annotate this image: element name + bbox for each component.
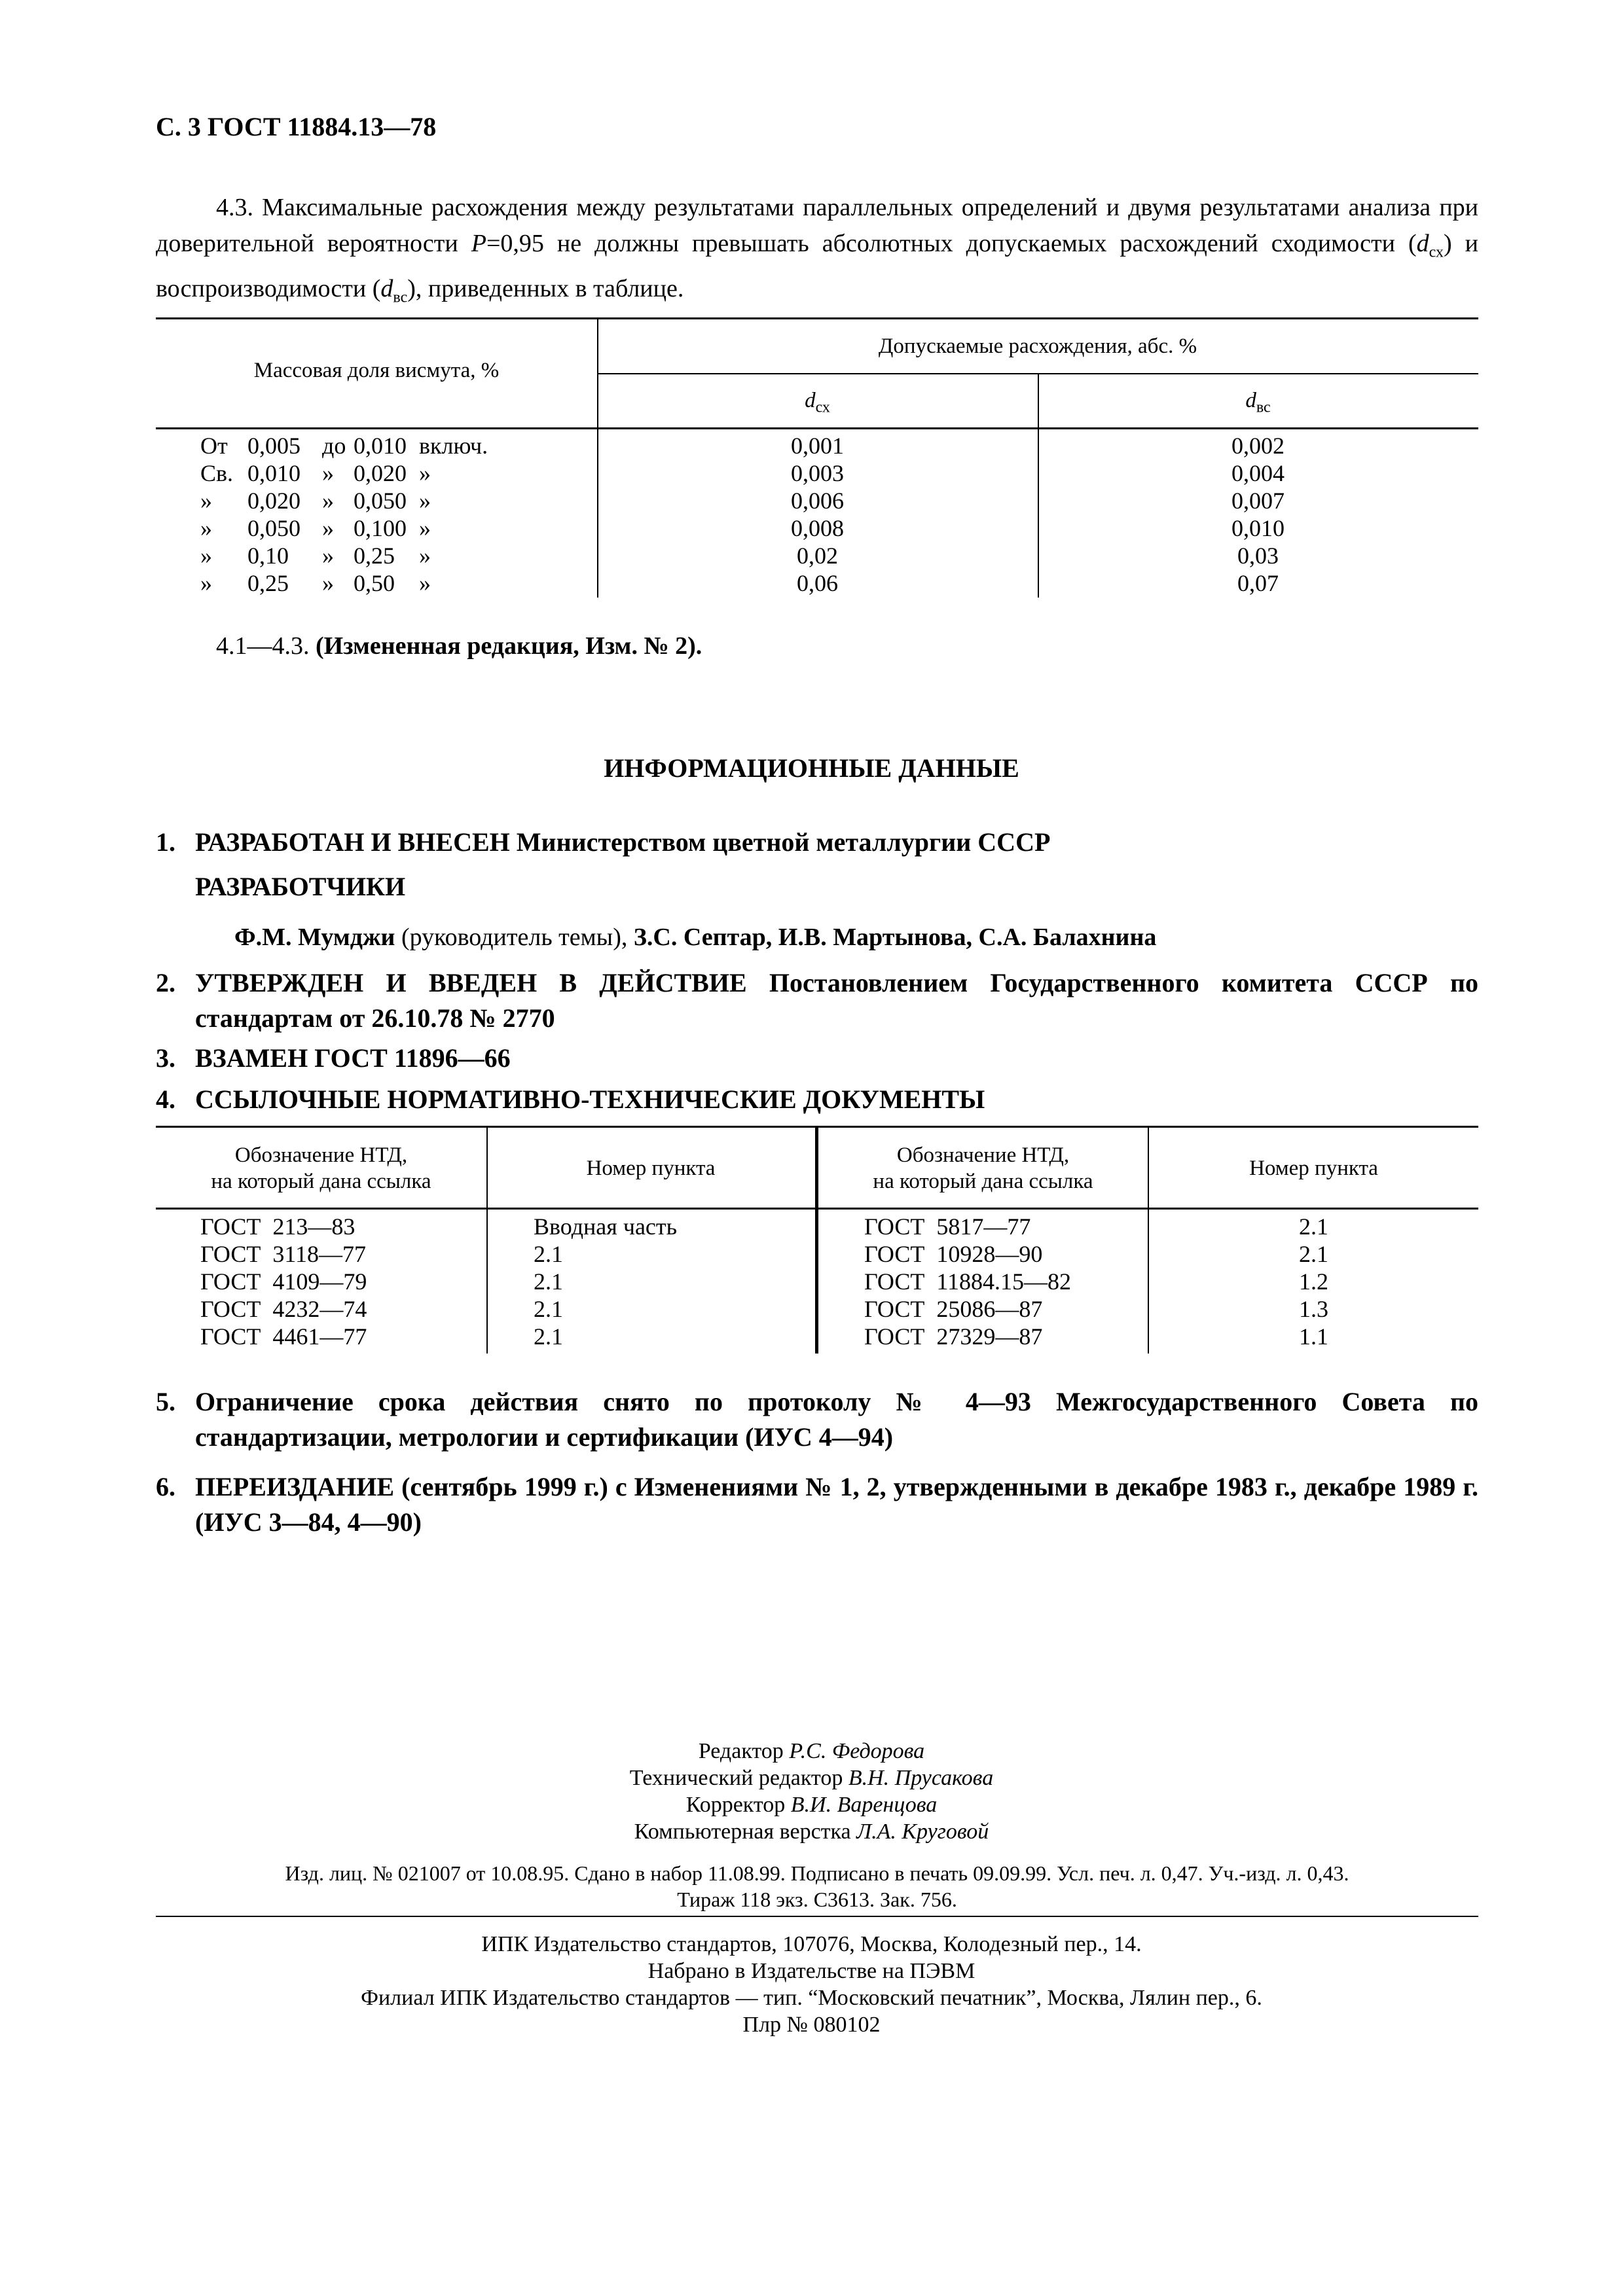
table-cell: 0,004 xyxy=(1231,460,1285,486)
table-cell: » xyxy=(322,460,334,486)
table-cell: 0,25 xyxy=(354,543,395,569)
developer-role: (руководитель темы), xyxy=(395,924,634,951)
table-cell: 0,010 xyxy=(247,460,301,486)
table-cell: 1.2 xyxy=(1299,1268,1328,1295)
header-line: на который дана ссылка xyxy=(873,1170,1093,1193)
sub-vs: вс xyxy=(1256,399,1271,416)
table-cell: 2.1 xyxy=(534,1268,563,1295)
table-cell: » xyxy=(419,543,431,569)
table-cell: 0,25 xyxy=(247,570,289,596)
item-1-developers xyxy=(156,920,1478,955)
header-line: Обозначение НТД, xyxy=(896,1143,1070,1167)
page-header: С. 3 ГОСТ 11884.13—78 xyxy=(156,112,437,141)
table-cell: » xyxy=(419,570,431,596)
table-cell: От xyxy=(200,433,228,459)
item-number: 1. xyxy=(156,827,175,857)
table-cell: 0,010 xyxy=(354,433,407,459)
table-cell: » xyxy=(322,515,334,541)
footer-rule xyxy=(156,1916,1478,1917)
footer-line: Плр № 080102 xyxy=(742,2013,881,2037)
table-cell: 0,020 xyxy=(247,488,301,514)
footer-line: Филиал ИПК Издательство стандартов — тип. “Московский печатник”, Москва, Лялин пер., 6. xyxy=(361,1986,1262,2010)
header-line: Обозначение НТД, xyxy=(234,1143,408,1167)
p-symbol: P xyxy=(471,230,486,257)
footer-line: Набрано в Издательстве на ПЭВМ xyxy=(647,1959,976,1983)
table-cell: 0,008 xyxy=(791,515,844,541)
table-cell: » xyxy=(200,543,212,569)
item-number: 6. xyxy=(156,1472,175,1501)
imprint-line: Изд. лиц. № 021007 от 10.08.95. Сдано в набор 11.08.99. Подписано в печать 09.09.99. Усл. печ. л. 0,47. Уч.-изд. л. 0,43. xyxy=(285,1861,1349,1885)
table-cell: 0,02 xyxy=(797,543,838,569)
table-rule-header-bottom xyxy=(156,427,1478,429)
table-cell: 2.1 xyxy=(534,1323,563,1350)
info-title: ИНФОРМАЦИОННЫЕ ДАННЫЕ xyxy=(604,753,1019,783)
table-cell: ГОСТ 3118—77 xyxy=(200,1241,367,1267)
change-note xyxy=(216,632,702,660)
item-text: Ограничение срока действия снято по протоколу № 4—93 Межгосударственного Совета по стандартизации, метрологии и сертификации (ИУС 4—94) xyxy=(195,1387,1478,1452)
table-cell: ГОСТ 11884.15—82 xyxy=(864,1268,1072,1295)
credit-name: Л.А. Круговой xyxy=(856,1820,989,1844)
table-cell: 2.1 xyxy=(1299,1213,1328,1240)
table-cell: 0,050 xyxy=(247,515,301,541)
credit-label: Технический редактор xyxy=(629,1766,848,1790)
table-cell: 0,007 xyxy=(1231,488,1285,514)
table-cell: ГОСТ 5817—77 xyxy=(864,1213,1031,1240)
item-text: ПЕРЕИЗДАНИЕ (сентябрь 1999 г.) с Изменениями № 1, 2, утвержденными в декабре 1983 г., декабре 1989 г. (ИУС 3—84, 4—90) xyxy=(195,1472,1478,1537)
para-text: ), приведенных в таблице. xyxy=(407,274,684,302)
table-cell: 0,07 xyxy=(1237,570,1279,596)
table-cell: ГОСТ 25086—87 xyxy=(864,1296,1043,1322)
header-line: на который дана ссылка xyxy=(211,1170,431,1193)
item-4 xyxy=(156,1082,1478,1117)
table-cell: ГОСТ 213—83 xyxy=(200,1213,356,1240)
table-cell: » xyxy=(200,515,212,541)
credit-name: В.И. Варенцова xyxy=(790,1793,938,1817)
table-cell: ГОСТ 10928—90 xyxy=(864,1241,1043,1267)
table-cell: 0,010 xyxy=(1231,515,1285,541)
col-header-group: Допускаемые расхождения, абс. % xyxy=(878,334,1197,358)
table-cell: 0,10 xyxy=(247,543,289,569)
table-cell: 0,050 xyxy=(354,488,407,514)
item-number: 5. xyxy=(156,1387,175,1416)
credit-name: Р.С. Федорова xyxy=(789,1739,925,1763)
table-cell: 0,06 xyxy=(797,570,838,596)
t2-header-doc xyxy=(818,1142,1148,1194)
item-5 xyxy=(156,1384,1478,1455)
t2-header-item: Номер пункта xyxy=(586,1157,716,1180)
d-symbol: d xyxy=(805,389,816,412)
table-cell: 2.1 xyxy=(1299,1241,1328,1267)
developer-names: З.С. Септар, И.В. Мартынова, С.А. Балахнина xyxy=(633,924,1157,951)
credit-tech-editor xyxy=(0,1765,1623,1791)
table-cell: 0,100 xyxy=(354,515,407,541)
table-cell: 2.1 xyxy=(534,1241,563,1267)
developers-label: РАЗРАБОТЧИКИ xyxy=(195,872,406,901)
note-bold: (Измененная редакция, Изм. № 2). xyxy=(316,632,702,660)
credit-layout xyxy=(0,1818,1623,1845)
table-cell: » xyxy=(419,488,431,514)
sub-cx: сх xyxy=(1429,243,1444,261)
table-cell: ГОСТ 4109—79 xyxy=(200,1268,367,1295)
table-cell: 0,50 xyxy=(354,570,395,596)
table-cell: » xyxy=(419,515,431,541)
col-header-dcx xyxy=(597,387,1038,421)
table-cell: ГОСТ 4232—74 xyxy=(200,1296,367,1322)
table-cell: 0,020 xyxy=(354,460,407,486)
col-header-bismuth: Массовая доля висмута, % xyxy=(253,359,500,382)
table-cell: » xyxy=(322,543,334,569)
imprint xyxy=(156,1860,1478,1912)
sub-cx: сх xyxy=(815,399,830,416)
item-text: ВЗАМЕН ГОСТ 11896—66 xyxy=(195,1043,511,1073)
credit-label: Редактор xyxy=(698,1739,790,1763)
developer-name: Ф.М. Мумджи xyxy=(234,924,395,951)
table-cell: » xyxy=(200,488,212,514)
credit-label: Корректор xyxy=(685,1793,791,1817)
table-cell: ГОСТ 27329—87 xyxy=(864,1323,1043,1350)
table-cell: 0,005 xyxy=(247,433,301,459)
imprint-line: Тираж 118 экз. С3613. Зак. 756. xyxy=(677,1888,957,1911)
table-rule-mid xyxy=(597,373,1478,374)
item-text: ССЫЛОЧНЫЕ НОРМАТИВНО-ТЕХНИЧЕСКИЕ ДОКУМЕНТЫ xyxy=(195,1085,985,1114)
table-cell: 0,003 xyxy=(791,460,844,486)
credit-name: В.Н. Прусакова xyxy=(848,1766,994,1790)
credits xyxy=(0,1738,1623,1845)
table-cell: 2.1 xyxy=(534,1296,563,1322)
paragraph-4-3 xyxy=(156,190,1478,315)
credit-editor xyxy=(0,1738,1623,1765)
table-cell: » xyxy=(322,488,334,514)
note-ref: 4.1—4.3. xyxy=(216,632,310,660)
item-number: 3. xyxy=(156,1043,175,1073)
t2-header-doc xyxy=(156,1142,486,1194)
table-cell: 1.1 xyxy=(1299,1323,1328,1350)
col-header-dvs xyxy=(1038,387,1478,421)
table-cell: включ. xyxy=(419,433,488,459)
table-rule-top xyxy=(156,317,1478,319)
item-3 xyxy=(156,1041,1478,1076)
d-symbol: d xyxy=(1245,389,1256,412)
table-cell: 0,03 xyxy=(1237,543,1279,569)
para-text: =0,95 не должны превышать абсолютных допускаемых расхождений сходимости ( xyxy=(486,230,1417,257)
table-cell: » xyxy=(419,460,431,486)
table-cell: » xyxy=(200,570,212,596)
table-cell: 0,001 xyxy=(791,433,844,459)
item-2 xyxy=(156,965,1478,1036)
table-cell: Св. xyxy=(200,460,234,486)
credit-label: Компьютерная верстка xyxy=(634,1820,857,1844)
item-number: 4. xyxy=(156,1085,175,1114)
d-symbol: d xyxy=(380,274,393,302)
d-symbol: d xyxy=(1416,230,1429,257)
sub-vs: вс xyxy=(393,289,408,306)
para-text: ) и воспроизводимости ( xyxy=(156,230,1478,302)
table-cell: ГОСТ 4461—77 xyxy=(200,1323,367,1350)
item-number: 2. xyxy=(156,968,175,997)
table-cell: 1.3 xyxy=(1299,1296,1328,1322)
table-cell: до xyxy=(322,433,346,459)
table-cell: » xyxy=(322,570,334,596)
item-6 xyxy=(156,1469,1478,1540)
table-cell: 0,002 xyxy=(1231,433,1285,459)
item-1 xyxy=(156,825,1478,860)
table-cell: 0,006 xyxy=(791,488,844,514)
item-text: УТВЕРЖДЕН И ВВЕДЕН В ДЕЙСТВИЕ Постановлением Государственного комитета СССР по стандартам от 26.10.78 № 2770 xyxy=(195,968,1478,1033)
para-text: 4.3. Максимальные расхождения между результатами параллельных определений и двумя результатами анализа при доверительной вероятности xyxy=(156,194,1478,257)
publisher-footer xyxy=(0,1931,1623,2038)
item-text: РАЗРАБОТАН И ВНЕСЕН Министерством цветной металлургии СССР xyxy=(195,827,1051,857)
item-1-developers-label xyxy=(156,869,1478,905)
credit-corrector xyxy=(0,1791,1623,1818)
t2-header-item: Номер пункта xyxy=(1249,1157,1378,1180)
footer-line: ИПК Издательство стандартов, 107076, Москва, Колодезный пер., 14. xyxy=(481,1932,1142,1956)
table-cell: Вводная часть xyxy=(534,1213,678,1240)
